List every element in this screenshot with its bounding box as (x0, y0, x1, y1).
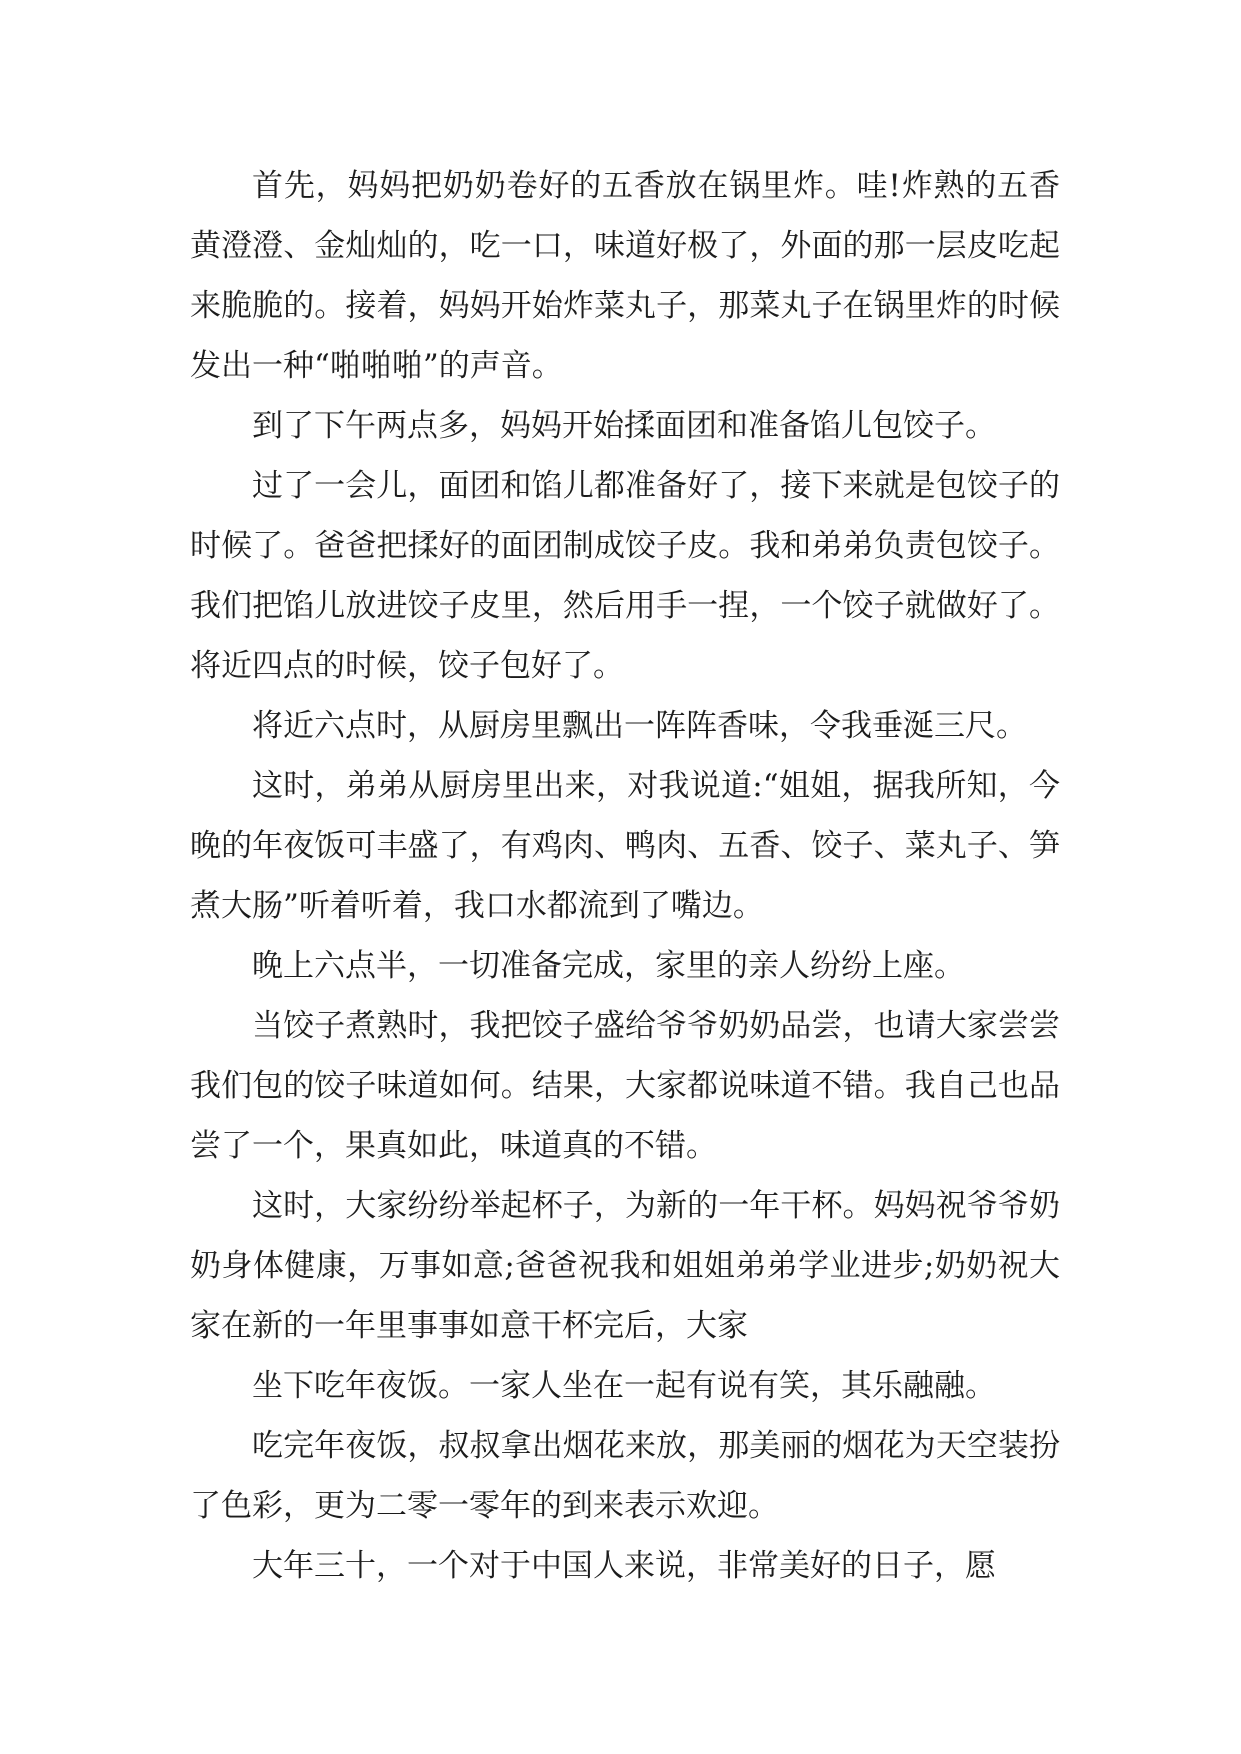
paragraph-making-dumplings: 过了一会儿，面团和馅儿都准备好了，接下来就是包饺子的时候了。爸爸把揉好的面团制成饺子皮。我和弟弟负责包饺子。我们把馅儿放进饺子皮里，然后用手一捏，一个饺子就做好了。将近四点的时候，饺子包好了。 (190, 468, 1060, 684)
paragraph-afternoon-dough: 到了下午两点多，妈妈开始揉面团和准备馅儿包饺子。 (252, 408, 996, 444)
paragraph-tasting-dumplings: 当饺子煮熟时，我把饺子盛给爷爷奶奶品尝，也请大家尝尝我们包的饺子味道如何。结果，大家都说味道不错。我自己也品尝了一个，果真如此，味道真的不错。 (190, 1008, 1060, 1164)
paragraph-kitchen-aroma: 将近六点时，从厨房里飘出一阵阵香味，令我垂涎三尺。 (252, 708, 1027, 744)
paragraph-dinner-together: 坐下吃年夜饭。一家人坐在一起有说有笑，其乐融融。 (252, 1368, 996, 1404)
paragraph-toast: 这时，大家纷纷举起杯子，为新的一年干杯。妈妈祝爷爷奶奶身体健康，万事如意;爸爸祝我和姐姐弟弟学业进步;奶奶祝大家在新的一年里事事如意干杯完后，大家 (190, 1188, 1060, 1344)
paragraph-brother-speaks: 这时，弟弟从厨房里出来，对我说道:“姐姐，据我所知，今晚的年夜饭可丰盛了，有鸡肉、鸭肉、五香、饺子、菜丸子、笋煮大肠”听着听着，我口水都流到了嘴边。 (190, 768, 1060, 924)
paragraph-half-past-six: 晚上六点半，一切准备完成，家里的亲人纷纷上座。 (252, 948, 965, 984)
paragraph-frying-wuxiang: 首先，妈妈把奶奶卷好的五香放在锅里炸。哇!炸熟的五香黄澄澄、金灿灿的，吃一口，味道好极了，外面的那一层皮吃起来脆脆的。接着，妈妈开始炸菜丸子，那菜丸子在锅里炸的时候发出一种“啪啪啪”的声音。 (190, 168, 1060, 384)
paragraph-fireworks: 吃完年夜饭，叔叔拿出烟花来放，那美丽的烟花为天空装扮了色彩，更为二零一零年的到来表示欢迎。 (190, 1428, 1060, 1524)
paragraph-new-years-eve: 大年三十，一个对于中国人来说，非常美好的日子，愿 (252, 1548, 996, 1584)
